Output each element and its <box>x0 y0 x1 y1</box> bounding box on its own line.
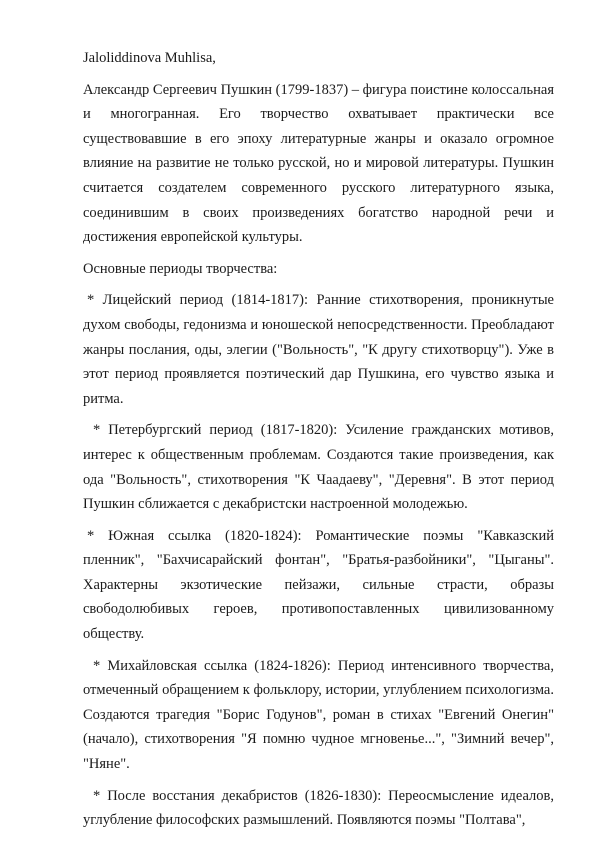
period-lyceum: * Лицейский период (1814-1817): Ранние стихотворения, проникнутые духом свободы, гедонизма и юношеской непосредственности. Преобладают жанры послания, оды, элегии ("Вольность", "К другу стихотворцу"). Уже в этот период проявляется поэтический дар Пушкина, его чувство языка и ритма. <box>83 292 554 407</box>
period-mikhailovskoe-exile: * Михайловская ссылка (1824-1826): Период интенсивного творчества, отмеченный обращением к фольклору, истории, углублением психологизма. Создаются трагедия "Борис Годунов", роман в стихах "Евгений Онегин" (начало), стихотворения "Я помню чудное мгновенье...", "Зимний вечер", "Няне". <box>83 657 554 773</box>
author-line: Jaloliddinova Muhlisa, <box>83 50 216 66</box>
period-after-decembrists: * После восстания декабристов (1826-1830): Переосмысление идеалов, углубление философских размышлений. Появляются поэмы "Полтава", <box>83 787 554 829</box>
intro-paragraph: Александр Сергеевич Пушкин (1799-1837) – фигура поистине колоссальная и многогранная. Его творчество охватывает практически все существовавшие в его эпоху литературные жанры и оказало огромное влияние на развитие не только русской, но и мировой литературы. Пушкин считается создателем современного русского литературного языка, соединившим в своих произведениях богатство народной речи и достижения европейской культуры. <box>83 81 554 246</box>
period-southern-exile: * Южная ссылка (1820-1824): Романтические поэмы "Кавказский пленник", "Бахчисарайский фонтан", "Братья-разбойники", "Цыганы". Характерны экзотические пейзажи, сильные страсти, образы свободолюбивых героев, противопоставленных цивилизованному обществу. <box>83 527 554 643</box>
periods-heading: Основные периоды творчества: <box>83 260 278 277</box>
period-petersburg: * Петербургский период (1817-1820): Усиление гражданских мотивов, интерес к общественным проблемам. Создаются такие произведения, как ода "Вольность", стихотворения "К Чаадаеву", "Деревня". В этот период Пушкин сближается с декабристски настроенной молодежью. <box>83 422 554 513</box>
